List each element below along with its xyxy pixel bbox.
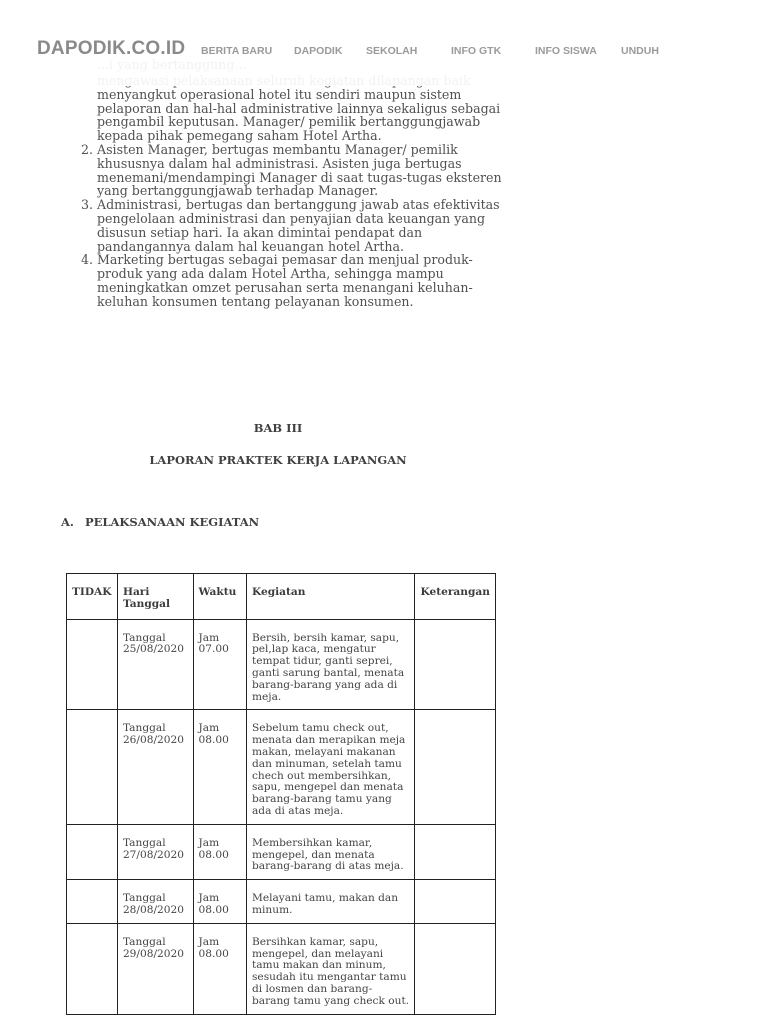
section-title: PELAKSANAAN KEGIATAN: [85, 515, 260, 529]
table-row: [67, 923, 496, 1014]
cell-time: Jam 08.00: [193, 880, 246, 924]
nav-item-info-gtk[interactable]: INFO GTK: [451, 45, 502, 57]
cell-date: Tanggal 27/08/2020: [117, 824, 193, 879]
nav-item-info-siswa[interactable]: INFO SISWA: [535, 45, 597, 57]
cell-activity: Sebelum tamu check out, menata dan merapikan meja makan, melayani makanan dan minuman, setelah tamu chech out membersihkan, sapu, mengepel dan menata barang-barang tamu yang ada di atas meja.: [246, 710, 415, 824]
column-header: Waktu: [193, 574, 246, 620]
nav-item-unduh[interactable]: UNDUH: [621, 45, 659, 57]
column-header: Hari Tanggal: [117, 574, 193, 620]
role-item: 3. Administrasi, bertugas dan bertanggung jawab atas efektivitas pengelolaan administrasi dan penyajian data keuangan yang disusun setiap hari. Ia akan dimintai pendapat dan pandangannya dalam hal keuangan hotel Artha.: [97, 198, 517, 253]
column-header: Kegiatan: [246, 574, 415, 620]
nav-item-berita-baru[interactable]: BERITA BARU: [201, 45, 273, 57]
role-item: menyangkut operasional hotel itu sendiri maupun sistem pelaporan dan hal-hal administrative lainnya sekaligus sebagai pengambil keputusan. Manager/ pemilik bertanggungjawab kepada pihak pemegang saham Hotel Artha.: [97, 86, 501, 144]
cell-activity: Bersihkan kamar, sapu, mengepel, dan melayani tamu makan dan minum, sesudah itu mengantar tamu di losmen dan barang-barang tamu yang check out.: [246, 923, 415, 1014]
nav-item-dapodik[interactable]: DAPODIK: [294, 45, 343, 57]
cell-activity: Membersihkan kamar, mengepel, dan menata barang-barang di atas meja.: [246, 824, 415, 879]
cell-no: [67, 710, 118, 824]
table-row: [67, 619, 496, 710]
table-row: [67, 880, 496, 924]
cell-no: [67, 824, 118, 879]
cell-note: [415, 923, 496, 1014]
table-row: [67, 710, 496, 824]
chapter-title: LAPORAN PRAKTEK KERJA LAPANGAN: [149, 453, 407, 467]
site-header: [0, 0, 768, 86]
chapter-number: BAB III: [253, 421, 303, 435]
cell-time: Jam 08.00: [193, 923, 246, 1014]
cell-note: [415, 710, 496, 824]
cell-date: Tanggal 25/08/2020: [117, 619, 193, 710]
activity-table: [66, 573, 496, 1015]
cell-no: [67, 619, 118, 710]
table-row: [67, 824, 496, 879]
cell-activity: Melayani tamu, makan dan minum.: [246, 880, 415, 924]
cell-no: [67, 923, 118, 1014]
section-heading: [61, 516, 259, 530]
cell-time: Jam 07.00: [193, 619, 246, 710]
nav-item-sekolah[interactable]: SEKOLAH: [366, 45, 418, 57]
cell-note: [415, 824, 496, 879]
cell-note: [415, 619, 496, 710]
cell-date: Tanggal 26/08/2020: [117, 710, 193, 824]
cell-time: Jam 08.00: [193, 824, 246, 879]
cell-no: [67, 880, 118, 924]
cell-date: Tanggal 28/08/2020: [117, 880, 193, 924]
cell-activity: Bersih, bersih kamar, sapu, pel,lap kaca, mengatur tempat tidur, ganti seprei, ganti sarung bantal, menata barang-barang yang ada di meja.: [246, 619, 415, 710]
cell-note: [415, 880, 496, 924]
cell-time: Jam 08.00: [193, 710, 246, 824]
role-item: 4. Marketing bertugas sebagai pemasar dan menjual produk-produk yang ada dalam Hotel Artha, sehingga mampu meningkatkan omzet perusahan serta menangani keluhan-keluhan konsumen tentang pelayanan konsumen.: [97, 253, 517, 308]
column-header: Keterangan: [415, 574, 496, 620]
cell-date: Tanggal 29/08/2020: [117, 923, 193, 1014]
column-header: TIDAK: [67, 574, 118, 620]
table-header-row: [67, 574, 496, 620]
role-item: 2. Asisten Manager, bertugas membantu Manager/ pemilik khususnya dalam hal administrasi. Asisten juga bertugas menemani/mendampingi Manager di saat tugas-tugas eksteren yang bertanggungjawab terhadap Manager.: [97, 143, 517, 198]
site-logo[interactable]: DAPODIK.CO.ID: [37, 38, 186, 59]
roles-list: [78, 74, 517, 309]
section-letter: A.: [61, 515, 74, 529]
